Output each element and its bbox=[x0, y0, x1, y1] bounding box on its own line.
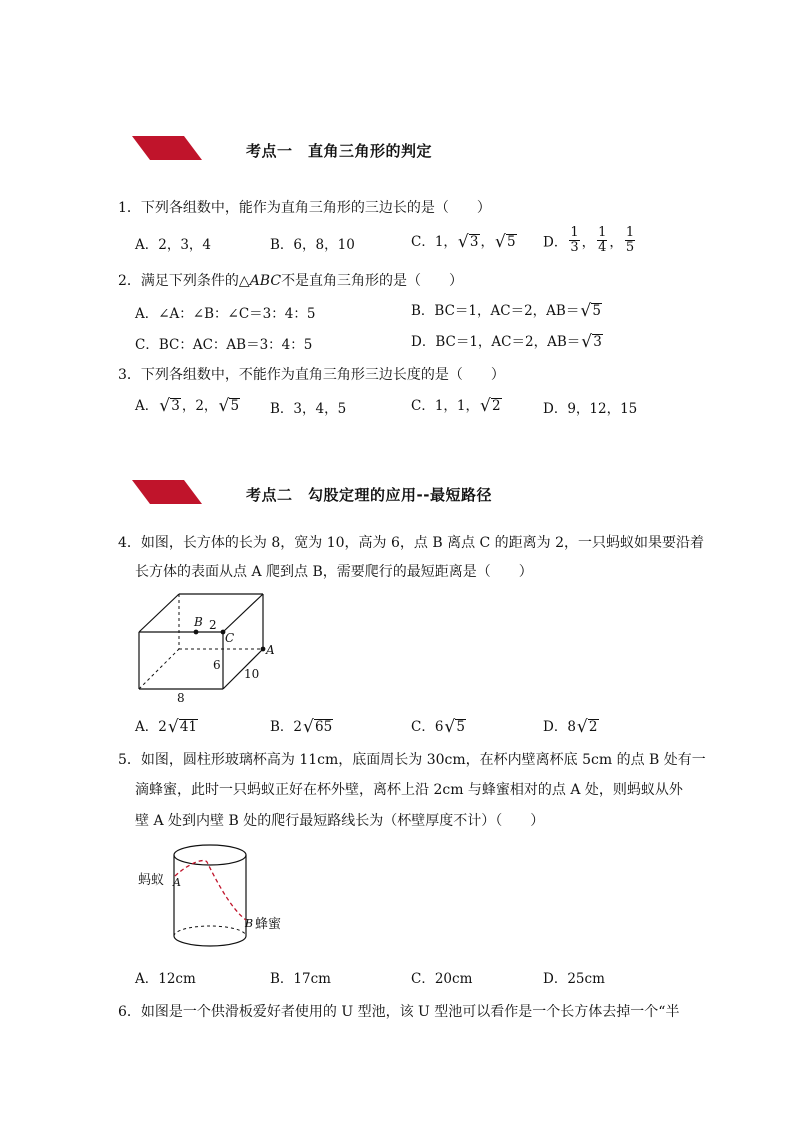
q3-option-c: C．1，1， √ 2 bbox=[411, 396, 501, 416]
question-5-line-1: 5．如图，圆柱形玻璃杯高为 11cm，底面周长为 30cm，在杯内壁离杯底 5cm 的点 B 处有一 bbox=[118, 752, 706, 768]
question-4-line-2: 长方体的表面从点 A 爬到点 B，需要爬行的最短距离是（ ） bbox=[135, 564, 533, 580]
q4-option-a: A．2 √ 41 bbox=[135, 717, 198, 737]
label-2: 2 bbox=[209, 618, 217, 632]
section-title-1: 考点一 直角三角形的判定 bbox=[246, 142, 433, 160]
q2-option-b: B．BC＝1，AC＝2，AB＝ √ 5 bbox=[411, 301, 601, 321]
question-5-line-2: 滴蜂蜜，此时一只蚂蚁正好在杯外壁，离杯上沿 2cm 与蜂蜜相对的点 A 处，则蚂蚁从外 bbox=[135, 782, 683, 798]
label-6: 6 bbox=[213, 658, 221, 672]
label-c: C bbox=[225, 631, 235, 645]
label-honey: 蜂蜜 bbox=[255, 917, 282, 932]
q1-option-a: A．2，3，4 bbox=[135, 237, 212, 253]
q1-option-d: D． $\frac{1}{3}$ ， $\frac{1}{4}$ ， $\frac{1}{5}$ bbox=[543, 225, 635, 255]
label-ant: 蚂蚁 bbox=[138, 873, 165, 888]
section-banner-1 bbox=[132, 136, 202, 160]
section-title-2: 考点二 勾股定理的应用--最短路径 bbox=[246, 486, 492, 504]
q1-option-b: B．6，8，10 bbox=[270, 237, 355, 253]
q1-option-c: C．1， √ 3 ， √ 5 bbox=[411, 232, 516, 252]
cuboid-figure bbox=[130, 585, 290, 710]
cylinder-figure bbox=[135, 838, 295, 958]
q4-option-b: B．2 √ 65 bbox=[270, 717, 333, 737]
question-1-stem: 1．下列各组数中，能作为直角三角形的三边长的是（ ） bbox=[118, 200, 491, 216]
question-6-line-1: 6．如图是一个供滑板爱好者使用的 U 型池，该 U 型池可以看作是一个长方体去掉一个“半 bbox=[118, 1004, 680, 1020]
q3-option-b: B．3，4，5 bbox=[270, 401, 347, 417]
label-10: 10 bbox=[244, 667, 260, 681]
point-b bbox=[194, 630, 199, 635]
q5-option-c: C．20cm bbox=[411, 971, 473, 987]
q2-option-a: A．∠A：∠B：∠C＝3：4：5 bbox=[135, 306, 316, 322]
label-a: A bbox=[266, 643, 275, 657]
q5-option-d: D．25cm bbox=[543, 971, 605, 987]
q3-option-a: A． √ 3 ，2， √ 5 bbox=[135, 396, 240, 416]
q5-option-b: B．17cm bbox=[270, 971, 331, 987]
q4-option-c: C．6 √ 5 bbox=[411, 717, 466, 737]
q5-option-a: A．12cm bbox=[135, 971, 196, 987]
section-banner-2 bbox=[132, 480, 202, 504]
label-a: A bbox=[173, 876, 181, 889]
question-3-stem: 3．下列各组数中，不能作为直角三角形三边长度的是（ ） bbox=[118, 367, 505, 383]
q3-option-d: D．9，12，15 bbox=[543, 401, 638, 417]
q2-option-d: D．BC＝1，AC＝2，AB＝ √ 3 bbox=[411, 332, 602, 352]
label-8: 8 bbox=[177, 691, 185, 705]
point-a bbox=[261, 647, 266, 652]
label-b: B bbox=[245, 917, 254, 930]
q4-option-d: D．8 √ 2 bbox=[543, 717, 598, 737]
question-5-line-3: 壁 A 处到内壁 B 处的爬行最短路线长为（杯壁厚度不计）（ ） bbox=[135, 813, 545, 829]
question-4-line-1: 4．如图，长方体的长为 8，宽为 10，高为 6，点 B 离点 C 的距离为 2，一只蚂蚁如果要沿着 bbox=[118, 535, 705, 551]
q2-option-c: C．BC：AC：AB＝3：4：5 bbox=[135, 337, 313, 353]
label-b: B bbox=[194, 615, 203, 629]
question-2-stem: 2．满足下列条件的△ABC不是直角三角形的是（ ） bbox=[118, 273, 464, 289]
